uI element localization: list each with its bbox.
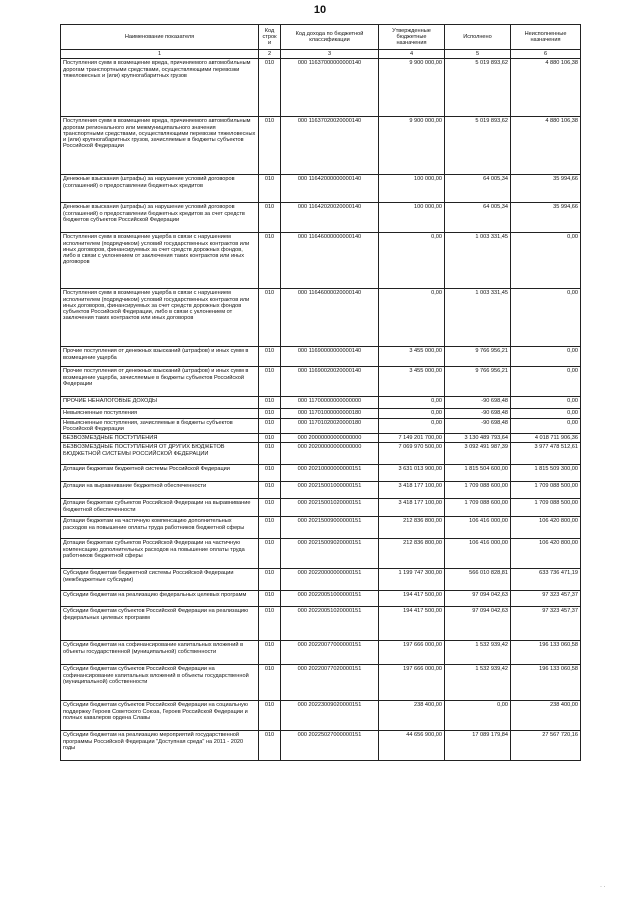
row-name: БЕЗВОЗМЕЗДНЫЕ ПОСТУПЛЕНИЯ ОТ ДРУГИХ БЮДЖЕТОВ БЮДЖЕТНОЙ СИСТЕМЫ РОССИЙСКОЙ ФЕДЕРАЦИИ [61,443,259,465]
header-name: Наименование показателя [61,25,259,50]
row-code: 010 [259,203,281,233]
approved-amount: 100 000,00 [379,203,445,233]
executed-amount: 566 010 828,81 [445,569,511,591]
header-code-row: Код строки [259,25,281,50]
approved-amount: 0,00 [379,409,445,418]
column-number-row [61,50,581,59]
row-code: 010 [259,641,281,665]
row-name: Поступления сумм в возмещение вреда, причиняемого автомобильным дорогам транспортными средствами, осуществляющими перевозки тяжеловесных и (или) крупногабаритных грузов [61,59,259,117]
column-number: 4 [379,50,445,59]
income-code: 000 20220051020000151 [281,607,379,641]
approved-amount: 44 656 900,00 [379,731,445,761]
row-code: 010 [259,569,281,591]
column-number: 5 [445,50,511,59]
unexecuted-amount: 196 133 060,58 [511,665,581,701]
row-code: 010 [259,117,281,175]
unexecuted-amount: 4 880 106,38 [511,59,581,117]
approved-amount: 0,00 [379,233,445,289]
executed-amount: 1 003 331,45 [445,233,511,289]
approved-amount: 238 400,00 [379,701,445,731]
row-name: Дотации бюджетам субъектов Российской Федерации на выравнивание бюджетной обеспеченности [61,499,259,517]
row-name: Денежные взыскания (штрафы) за нарушение условий договоров (соглашений) о предоставлении бюджетных кредитов за счет средств бюджетов субъектов Российской Федерации [61,203,259,233]
approved-amount: 9 900 000,00 [379,59,445,117]
income-code: 000 20220051000000151 [281,591,379,607]
row-name: Субсидии бюджетам субъектов Российской Федерации на социальную поддержку Героев Советского Союза, Героев Российской Федерации и полных кавалеров ордена Славы [61,701,259,731]
approved-amount: 3 631 013 900,00 [379,465,445,482]
row-name: Субсидии бюджетам на софинансирование капитальных вложений в объекты государственной (муниципальной) собственности [61,641,259,665]
column-number: 1 [61,50,259,59]
executed-amount: 64 005,34 [445,175,511,203]
table-row [61,347,581,367]
approved-amount: 1 199 747 300,00 [379,569,445,591]
scan-artifact: · · [600,884,606,890]
row-code: 010 [259,367,281,397]
header-approved: Утвержденные бюджетные назначения [379,25,445,50]
row-code: 010 [259,517,281,539]
unexecuted-amount: 1 815 509 300,00 [511,465,581,482]
executed-amount: 1 815 504 600,00 [445,465,511,482]
row-code: 010 [259,465,281,482]
income-code: 000 20215009020000151 [281,539,379,569]
table-header-row [61,25,581,50]
row-code: 010 [259,347,281,367]
approved-amount: 197 666 000,00 [379,641,445,665]
income-code: 000 11690020020000140 [281,367,379,397]
row-code: 010 [259,289,281,347]
table-row [61,175,581,203]
unexecuted-amount: 238 400,00 [511,701,581,731]
approved-amount: 197 666 000,00 [379,665,445,701]
header-executed: Исполнено [445,25,511,50]
row-code: 010 [259,591,281,607]
approved-amount: 0,00 [379,289,445,347]
executed-amount: 1 709 088 600,00 [445,482,511,499]
table-row [61,465,581,482]
unexecuted-amount: 196 133 060,58 [511,641,581,665]
executed-amount: 97 094 042,63 [445,607,511,641]
row-name: Поступления сумм в возмещение ущерба в связи с нарушением исполнителем (подрядчиком) условий государственных контрактов или иных договоров, финансируемых за счет средств дорожных фондов субъектов Российской Федерации, либо в связи с уклонением от заключения таких контрактов или иных договоров [61,289,259,347]
row-name: Поступления сумм в возмещение ущерба в связи с нарушением исполнителем (подрядчиком) условий государственных контрактов или иных договоров, финансируемых за счет средств дорожных фондов, либо в связи с уклонением от заключения таких контрактов или иных договоров [61,233,259,289]
unexecuted-amount: 0,00 [511,289,581,347]
header-unexecuted: Неисполненные назначения [511,25,581,50]
unexecuted-amount: 35 994,66 [511,203,581,233]
executed-amount: -90 698,48 [445,418,511,434]
table-row [61,397,581,409]
approved-amount: 3 418 177 100,00 [379,482,445,499]
row-code: 010 [259,59,281,117]
unexecuted-amount: 4 880 106,38 [511,117,581,175]
executed-amount: 1 532 939,42 [445,665,511,701]
table-row [61,591,581,607]
approved-amount: 100 000,00 [379,175,445,203]
executed-amount: 97 094 042,63 [445,591,511,607]
table-row [61,59,581,117]
income-code: 000 20215001000000151 [281,482,379,499]
executed-amount: 1 532 939,42 [445,641,511,665]
unexecuted-amount: 106 420 800,00 [511,539,581,569]
table-row [61,443,581,465]
row-name: Субсидии бюджетам субъектов Российской Федерации на софинансирование капитальных вложений в объекты государственной (муниципальной) собственности [61,665,259,701]
row-code: 010 [259,443,281,465]
unexecuted-amount: 0,00 [511,347,581,367]
executed-amount: 5 019 893,62 [445,59,511,117]
unexecuted-amount: 0,00 [511,418,581,434]
row-name: Дотации бюджетам субъектов Российской Федерации на частичную компенсацию дополнительных расходов на повышение оплаты труда работников бюджетной сферы [61,539,259,569]
executed-amount: 17 089 179,84 [445,731,511,761]
table-row [61,434,581,443]
table-row [61,367,581,397]
income-code: 000 20220077020000151 [281,665,379,701]
row-code: 010 [259,434,281,443]
row-name: Поступления сумм в возмещение вреда, причиняемого автомобильным дорогам регионального или межмуниципального значения транспортными средствами, осуществляющими перевозки тяжеловесных и (или) крупногабаритных грузов, зачисляемые в бюджеты субъектов Российской Федерации [61,117,259,175]
table-row [61,701,581,731]
table-row [61,665,581,701]
row-name: Прочие поступления от денежных взысканий (штрафов) и иных сумм в возмещение ущерба [61,347,259,367]
executed-amount: 5 019 893,62 [445,117,511,175]
table-row [61,731,581,761]
executed-amount: -90 698,48 [445,397,511,409]
executed-amount: 1 003 331,45 [445,289,511,347]
row-name: Дотации на выравнивание бюджетной обеспеченности [61,482,259,499]
row-code: 010 [259,409,281,418]
row-code: 010 [259,233,281,289]
row-code: 010 [259,701,281,731]
income-code: 000 20210000000000151 [281,465,379,482]
unexecuted-amount: 106 420 800,00 [511,517,581,539]
column-number: 2 [259,50,281,59]
row-name: Субсидии бюджетам на реализацию федеральных целевых программ [61,591,259,607]
income-code: 000 20000000000000000 [281,434,379,443]
row-code: 010 [259,731,281,761]
row-code: 010 [259,665,281,701]
unexecuted-amount: 1 709 088 500,00 [511,482,581,499]
unexecuted-amount: 0,00 [511,409,581,418]
table-row [61,482,581,499]
approved-amount: 0,00 [379,397,445,409]
unexecuted-amount: 97 323 457,37 [511,591,581,607]
income-code: 000 20220077000000151 [281,641,379,665]
income-code: 000 11642020020000140 [281,203,379,233]
income-code: 000 11637020020000140 [281,117,379,175]
table-row [61,539,581,569]
executed-amount: 106 416 000,00 [445,517,511,539]
income-code: 000 20223009020000151 [281,701,379,731]
income-code: 000 11700000000000000 [281,397,379,409]
income-code: 000 20225027000000151 [281,731,379,761]
unexecuted-amount: 97 323 457,37 [511,607,581,641]
income-code: 000 11646000020000140 [281,289,379,347]
row-name: Субсидии бюджетам субъектов Российской Федерации на реализацию федеральных целевых программ [61,607,259,641]
unexecuted-amount: 1 709 088 500,00 [511,499,581,517]
column-number: 6 [511,50,581,59]
income-code: 000 20220000000000151 [281,569,379,591]
table-row [61,117,581,175]
table-row [61,203,581,233]
row-name: Дотации бюджетам бюджетной системы Российской Федерации [61,465,259,482]
executed-amount: 9 766 956,21 [445,347,511,367]
income-code: 000 20215009000000151 [281,517,379,539]
approved-amount: 7 069 970 500,00 [379,443,445,465]
approved-amount: 212 836 800,00 [379,539,445,569]
executed-amount: 64 005,34 [445,203,511,233]
approved-amount: 3 418 177 100,00 [379,499,445,517]
unexecuted-amount: 3 977 478 512,61 [511,443,581,465]
row-code: 010 [259,607,281,641]
row-name: Денежные взыскания (штрафы) за нарушение условий договоров (соглашений) о предоставлении бюджетных кредитов [61,175,259,203]
executed-amount: 3 092 491 987,39 [445,443,511,465]
row-name: БЕЗВОЗМЕЗДНЫЕ ПОСТУПЛЕНИЯ [61,434,259,443]
row-name: Невыясненные поступления, зачисляемые в бюджеты субъектов Российской Федерации [61,418,259,434]
row-code: 010 [259,418,281,434]
income-code: 000 20215001020000151 [281,499,379,517]
page-number: 10 [313,4,327,16]
approved-amount: 212 836 800,00 [379,517,445,539]
table-row [61,517,581,539]
unexecuted-amount: 633 736 471,19 [511,569,581,591]
row-name: Прочие поступления от денежных взысканий (штрафов) и иных сумм в возмещение ущерба, зачисляемые в бюджеты субъектов Российской Федерации [61,367,259,397]
table-row [61,499,581,517]
unexecuted-amount: 0,00 [511,233,581,289]
table-row [61,607,581,641]
row-name: Дотации бюджетам на частичную компенсацию дополнительных расходов на повышение оплаты труда работников бюджетной сферы [61,517,259,539]
approved-amount: 9 900 000,00 [379,117,445,175]
approved-amount: 3 455 000,00 [379,347,445,367]
row-code: 010 [259,397,281,409]
approved-amount: 0,00 [379,418,445,434]
approved-amount: 194 417 500,00 [379,607,445,641]
column-number: 3 [281,50,379,59]
income-code: 000 11637000000000140 [281,59,379,117]
income-code: 000 20200000000000000 [281,443,379,465]
executed-amount: 9 766 956,21 [445,367,511,397]
table-row [61,233,581,289]
income-code: 000 11642000000000140 [281,175,379,203]
income-code: 000 11646000000000140 [281,233,379,289]
row-name: Субсидии бюджетам на реализацию мероприятий государственной программы Российской Федерации "Доступная среда" на 2011 - 2020 годы [61,731,259,761]
income-code: 000 11690000000000140 [281,347,379,367]
header-code-income: Код дохода по бюджетной классификации [281,25,379,50]
row-code: 010 [259,175,281,203]
approved-amount: 7 149 201 700,00 [379,434,445,443]
unexecuted-amount: 0,00 [511,397,581,409]
row-code: 010 [259,539,281,569]
executed-amount: 1 709 088 600,00 [445,499,511,517]
row-code: 010 [259,482,281,499]
table-row [61,289,581,347]
executed-amount: -90 698,48 [445,409,511,418]
table-row [61,569,581,591]
row-name: Субсидии бюджетам бюджетной системы Российской Федерации (межбюджетные субсидии) [61,569,259,591]
table-row [61,409,581,418]
table-row [61,641,581,665]
row-code: 010 [259,499,281,517]
approved-amount: 194 417 500,00 [379,591,445,607]
row-name: ПРОЧИЕ НЕНАЛОГОВЫЕ ДОХОДЫ [61,397,259,409]
unexecuted-amount: 35 994,66 [511,175,581,203]
income-code: 000 11701000000000180 [281,409,379,418]
budget-income-table [60,24,581,761]
income-code: 000 11701020020000180 [281,418,379,434]
unexecuted-amount: 0,00 [511,367,581,397]
row-name: Невыясненные поступления [61,409,259,418]
unexecuted-amount: 27 567 720,16 [511,731,581,761]
executed-amount: 106 416 000,00 [445,539,511,569]
table-row [61,418,581,434]
approved-amount: 3 455 000,00 [379,367,445,397]
executed-amount: 0,00 [445,701,511,731]
executed-amount: 3 130 489 793,64 [445,434,511,443]
unexecuted-amount: 4 018 711 906,36 [511,434,581,443]
